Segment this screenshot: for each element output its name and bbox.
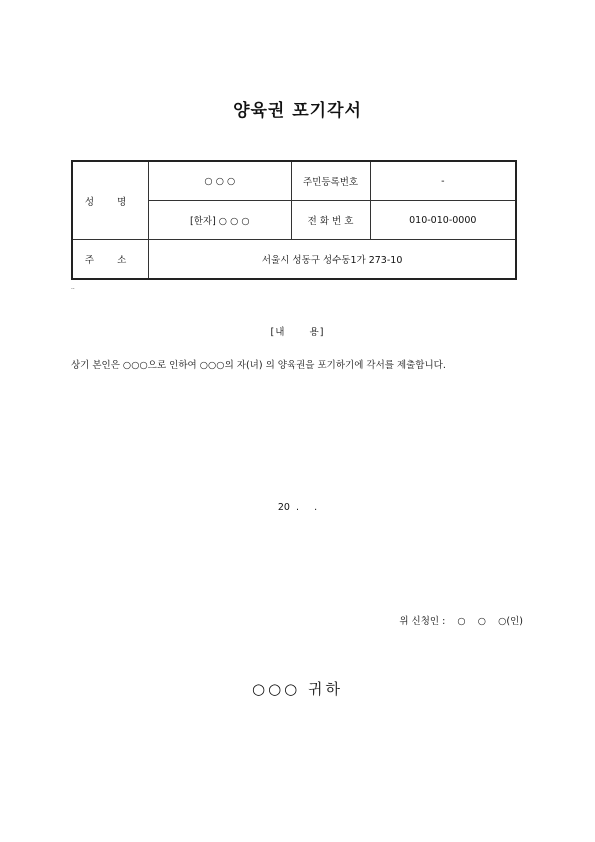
- section-title: [내 용]: [270, 327, 325, 338]
- rrn-label: 주민등록번호: [291, 161, 370, 201]
- document-title: 양육권 포기각서: [233, 101, 362, 121]
- addressee: ○○○ 귀하: [251, 680, 343, 698]
- address-label: 주 소: [72, 240, 149, 280]
- content-text: 상기 본인은 ○○○으로 인하여 ○○○의 자(녀) 의 양육권을 포기하기에 각서를 제출합니다.: [71, 360, 446, 371]
- signature-line: 위 신청인 : ○ ○ ○(인): [399, 616, 523, 627]
- address-value: 서울시 성동구 성수동1가 273-10: [149, 240, 516, 280]
- phone-value: 010-010-0000: [370, 201, 516, 240]
- date-line: 20 . .: [277, 502, 318, 513]
- note-mark: ..: [71, 284, 75, 291]
- name-label: 성 명: [72, 161, 149, 240]
- applicant-info-table: [71, 160, 517, 280]
- hanja-name-value: [한자] ○ ○ ○: [149, 201, 291, 240]
- rrn-value: -: [370, 161, 516, 201]
- phone-label: 전 화 번 호: [291, 201, 370, 240]
- name-value: ○ ○ ○: [149, 161, 291, 201]
